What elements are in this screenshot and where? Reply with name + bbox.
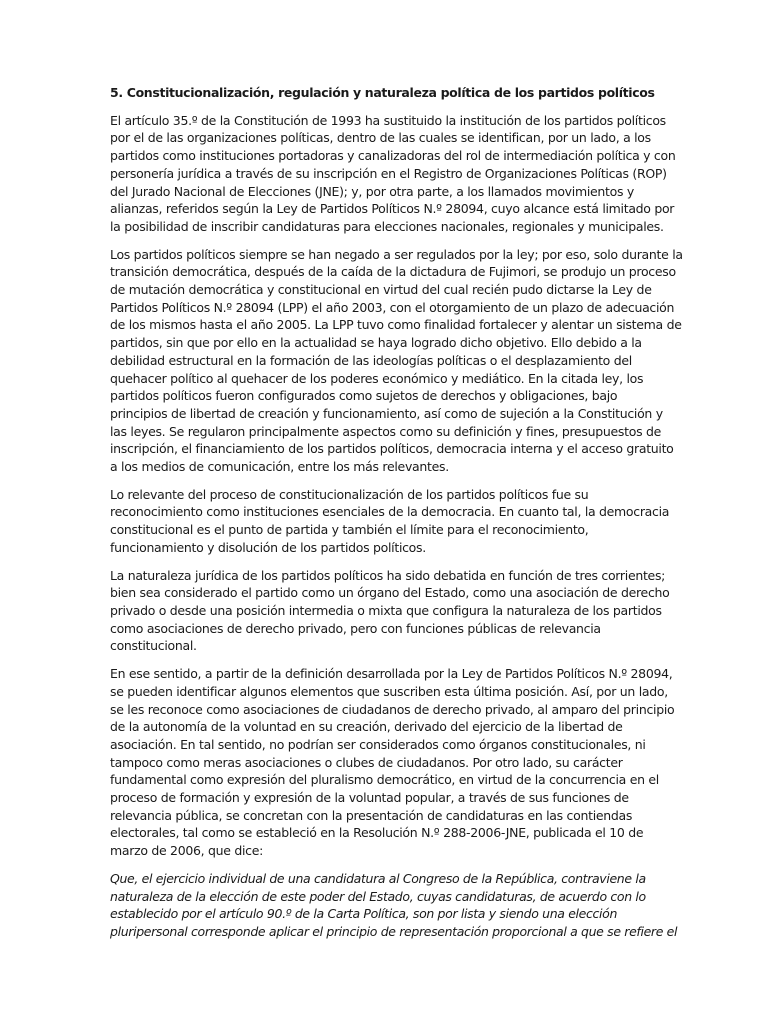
paragraph-line: de la autonomía de la voluntad en su creación, derivado del ejercicio de la libertad de bbox=[110, 719, 623, 735]
paragraph-line: En ese sentido, a partir de la definición desarrollada por la Ley de Partidos Políticos N.º 28094, bbox=[110, 666, 673, 682]
paragraph-line: proceso de formación y expresión de la voluntad popular, a través de sus funciones de bbox=[110, 790, 629, 806]
paragraph-3 bbox=[110, 486, 670, 557]
paragraph-line: se pueden identificar algunos elementos que suscriben esta última posición. Así, por un lado, bbox=[110, 683, 668, 699]
quote-line: Que, el ejercicio individual de una candidatura al Congreso de la República, contraviene la bbox=[110, 870, 646, 886]
paragraph-line: la posibilidad de inscribir candidaturas para elecciones nacionales, regionales y municipales. bbox=[110, 218, 664, 234]
paragraph-line: personería jurídica a través de su inscripción en el Registro de Organizaciones Políticas (ROP) bbox=[110, 165, 667, 181]
paragraph-line: partidos políticos fueron configurados como sujetos de derechos y obligaciones, bajo bbox=[110, 388, 618, 404]
section-heading: 5. Constitucionalización, regulación y naturaleza política de los partidos políticos bbox=[110, 85, 655, 100]
paragraph-line: funcionamiento y disolución de los partidos políticos. bbox=[110, 539, 426, 555]
paragraph-line: asociación. En tal sentido, no podrían ser considerados como órganos constitucionales, ni bbox=[110, 736, 646, 752]
paragraph-line: de mutación democrática y constitucional en virtud del cual recién pudo dictarse la Ley de bbox=[110, 282, 652, 298]
quote-line: naturaleza de la elección de este poder del Estado, cuyas candidaturas, de acuerdo con lo bbox=[110, 888, 646, 904]
document-page bbox=[110, 84, 683, 941]
paragraph-line: constitucional es el punto de partida y también el límite para el reconocimiento, bbox=[110, 522, 589, 538]
paragraph-line: electorales, tal como se estableció en la Resolución N.º 288-2006-JNE, publicada el 10 de bbox=[110, 825, 644, 841]
paragraph-1 bbox=[110, 112, 676, 236]
paragraph-line: del Jurado Nacional de Elecciones (JNE); y, por otra parte, a los llamados movimientos y bbox=[110, 183, 634, 199]
paragraph-line: como asociaciones de derecho privado, pero con funciones públicas de relevancia bbox=[110, 620, 601, 636]
paragraph-line: inscripción, el financiamiento de los partidos políticos, democracia interna y el acceso gratuito bbox=[110, 441, 674, 457]
paragraph-line: reconocimiento como instituciones esenciales de la democracia. En cuanto tal, la democracia bbox=[110, 504, 670, 520]
paragraph-line: tampoco como meras asociaciones o clubes de ciudadanos. Por otro lado, su carácter bbox=[110, 754, 623, 770]
paragraph-2 bbox=[110, 246, 683, 476]
paragraph-line: privado o desde una posición intermedia o mixta que configura la naturaleza de los partidos bbox=[110, 602, 662, 618]
paragraph-line: quehacer político al quehacer de los poderes económico y mediático. En la citada ley, los bbox=[110, 370, 644, 386]
quote-line: establecido por el artículo 90.º de la Carta Política, son por lista y siendo una elección bbox=[110, 906, 618, 922]
paragraph-line: por el de las organizaciones políticas, dentro de las cuales se identifican, por un lado, a los bbox=[110, 130, 651, 146]
paragraph-line: Lo relevante del proceso de constitucionalización de los partidos políticos fue su bbox=[110, 486, 589, 502]
paragraph-line: La naturaleza jurídica de los partidos políticos ha sido debatida en función de tres corrientes; bbox=[110, 567, 666, 583]
paragraph-line: alianzas, referidos según la Ley de Partidos Políticos N.º 28094, cuyo alcance está limitado por bbox=[110, 201, 675, 217]
paragraph-line: las leyes. Se regularon principalmente aspectos como su definición y fines, presupuestos de bbox=[110, 423, 661, 439]
paragraph-5 bbox=[110, 665, 675, 860]
paragraph-line: bien sea considerado el partido como un órgano del Estado, como una asociación de derecho bbox=[110, 585, 670, 601]
paragraph-line: Partidos Políticos N.º 28094 (LPP) el año 2003, con el otorgamiento de un plazo de adecuación bbox=[110, 299, 675, 315]
paragraph-line: transición democrática, después de la caída de la dictadura de Fujimori, se produjo un proceso bbox=[110, 264, 676, 280]
paragraph-line: relevancia pública, se concretan con la presentación de candidaturas en las contiendas bbox=[110, 807, 633, 823]
paragraph-line: a los medios de comunicación, entre los más relevantes. bbox=[110, 459, 449, 475]
paragraph-line: debilidad estructural en la formación de las ideologías políticas o el desplazamiento del bbox=[110, 352, 632, 368]
body-text bbox=[110, 112, 683, 860]
paragraph-line: partidos, sin que por ello en la actualidad se haya logrado dicho objetivo. Ello debido a la bbox=[110, 335, 642, 351]
paragraph-line: de los mismos hasta el año 2005. La LPP tuvo como finalidad fortalecer y alentar un sistema de bbox=[110, 317, 682, 333]
paragraph-line: se les reconoce como asociaciones de ciudadanos de derecho privado, al amparo del principio bbox=[110, 701, 675, 717]
block-quote bbox=[110, 870, 678, 941]
paragraph-line: marzo de 2006, que dice: bbox=[110, 843, 264, 859]
paragraph-line: constitucional. bbox=[110, 638, 197, 654]
paragraph-line: El artículo 35.º de la Constitución de 1993 ha sustituido la institución de los partidos políticos bbox=[110, 112, 666, 128]
paragraph-line: principios de libertad de creación y funcionamiento, así como de sujeción a la Constitución y bbox=[110, 405, 663, 421]
quote-line: pluripersonal corresponde aplicar el principio de representación proporcional a que se refiere el bbox=[110, 923, 678, 939]
paragraph-line: partidos como instituciones portadoras y canalizadoras del rol de intermediación política y con bbox=[110, 148, 676, 164]
paragraph-4 bbox=[110, 567, 670, 656]
paragraph-line: Los partidos políticos siempre se han negado a ser regulados por la ley; por eso, solo durante la bbox=[110, 246, 683, 262]
paragraph-line: fundamental como expresión del pluralismo democrático, en virtud de la concurrencia en el bbox=[110, 772, 659, 788]
